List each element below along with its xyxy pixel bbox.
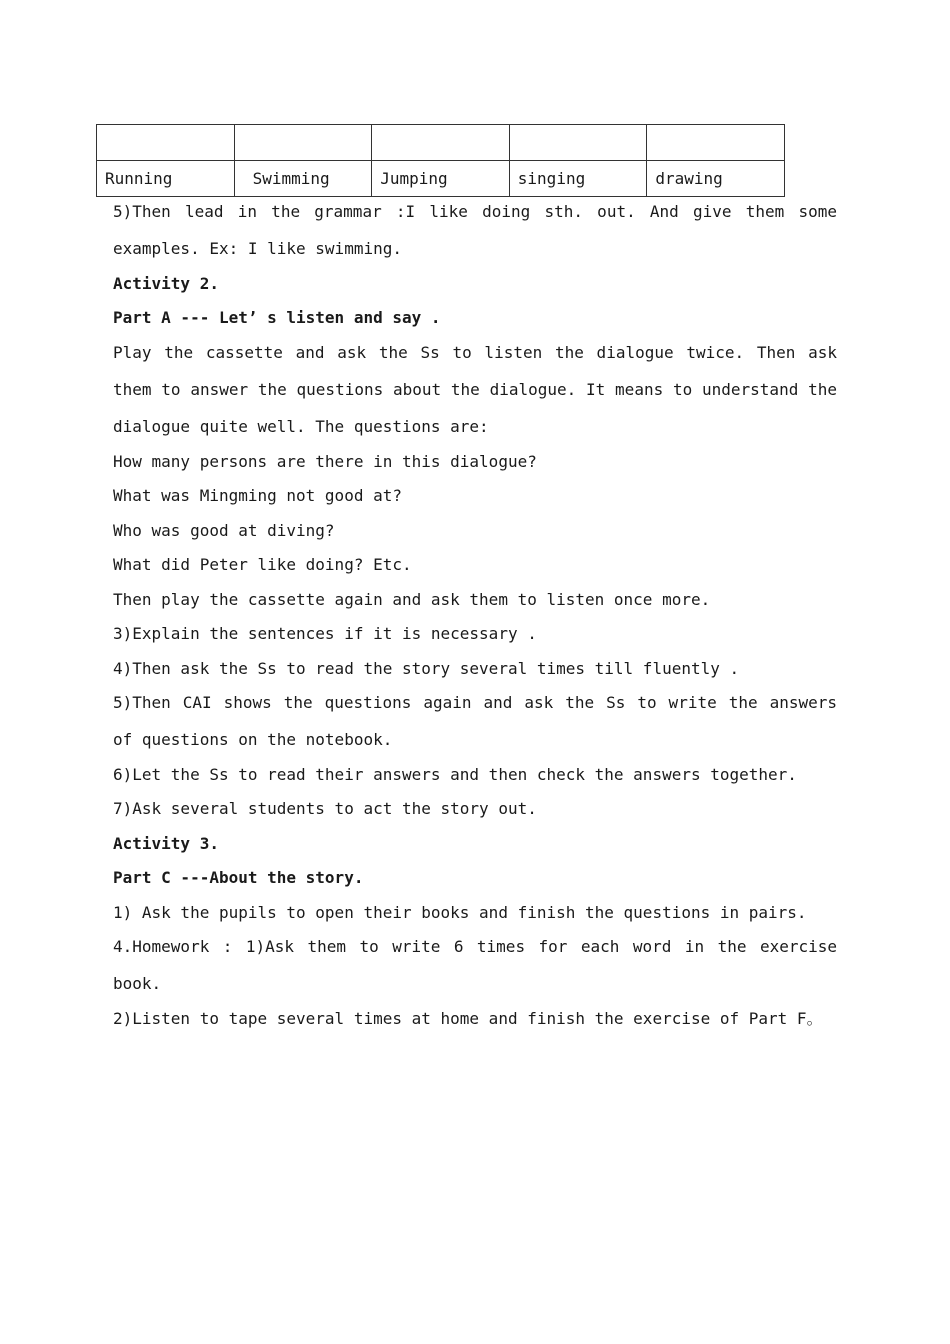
homework-line: 4.Homework : 1)Ask them to write 6 times for each word in the exercise [113, 937, 837, 956]
text-line: 5)Then CAI shows the questions again and ask the Ss to write the answers [113, 693, 837, 712]
text-line: them to answer the questions about the dialogue. It means to understand the [113, 380, 837, 399]
table-cell-singing: singing [509, 161, 647, 197]
text-line: of questions on the notebook. [113, 730, 393, 749]
homework-line: book. [113, 974, 162, 993]
activity-table [96, 124, 785, 197]
question-line: How many persons are there in this dialogue? [113, 452, 537, 471]
text-line: 1) Ask the pupils to open their books and finish the questions in pairs. [113, 903, 807, 922]
table-cell-swimming: Swimming [234, 161, 372, 197]
text-line: Play the cassette and ask the Ss to listen the dialogue twice. Then ask [113, 343, 837, 362]
text-line: 6)Let the Ss to read their answers and then check the answers together. [113, 765, 797, 784]
table-cell-running: Running [97, 161, 235, 197]
text-line: dialogue quite well. The questions are: [113, 417, 489, 436]
table-cell-empty [509, 125, 647, 161]
section-heading-activity-2: Activity 2. [113, 274, 219, 293]
question-line: What did Peter like doing? Etc. [113, 555, 412, 574]
table-cell-jumping: Jumping [372, 161, 510, 197]
table-cell-empty [97, 125, 235, 161]
text-line: examples. Ex: I like swimming. [113, 239, 402, 258]
table-cell-drawing: drawing [647, 161, 785, 197]
table-cell-empty [234, 125, 372, 161]
question-line: Who was good at diving? [113, 521, 335, 540]
homework-line: 2)Listen to tape several times at home and finish the exercise of Part F。 [113, 1009, 823, 1028]
text-line: 5)Then lead in the grammar :I like doing sth. out. And give them some [113, 202, 837, 221]
section-heading-part-a: Part A --- Let’ s listen and say . [113, 308, 441, 327]
section-heading-part-c: Part C ---About the story. [113, 868, 364, 887]
text-line: Then play the cassette again and ask them to listen once more. [113, 590, 711, 609]
text-line: 4)Then ask the Ss to read the story several times till fluently . [113, 659, 740, 678]
table-cell-empty [372, 125, 510, 161]
text-line: 3)Explain the sentences if it is necessary . [113, 624, 537, 643]
question-line: What was Mingming not good at? [113, 486, 402, 505]
table-row-empty [97, 125, 785, 161]
text-line: 7)Ask several students to act the story out. [113, 799, 537, 818]
table-cell-empty [647, 125, 785, 161]
section-heading-activity-3: Activity 3. [113, 834, 219, 853]
table-row-activities [97, 161, 785, 197]
